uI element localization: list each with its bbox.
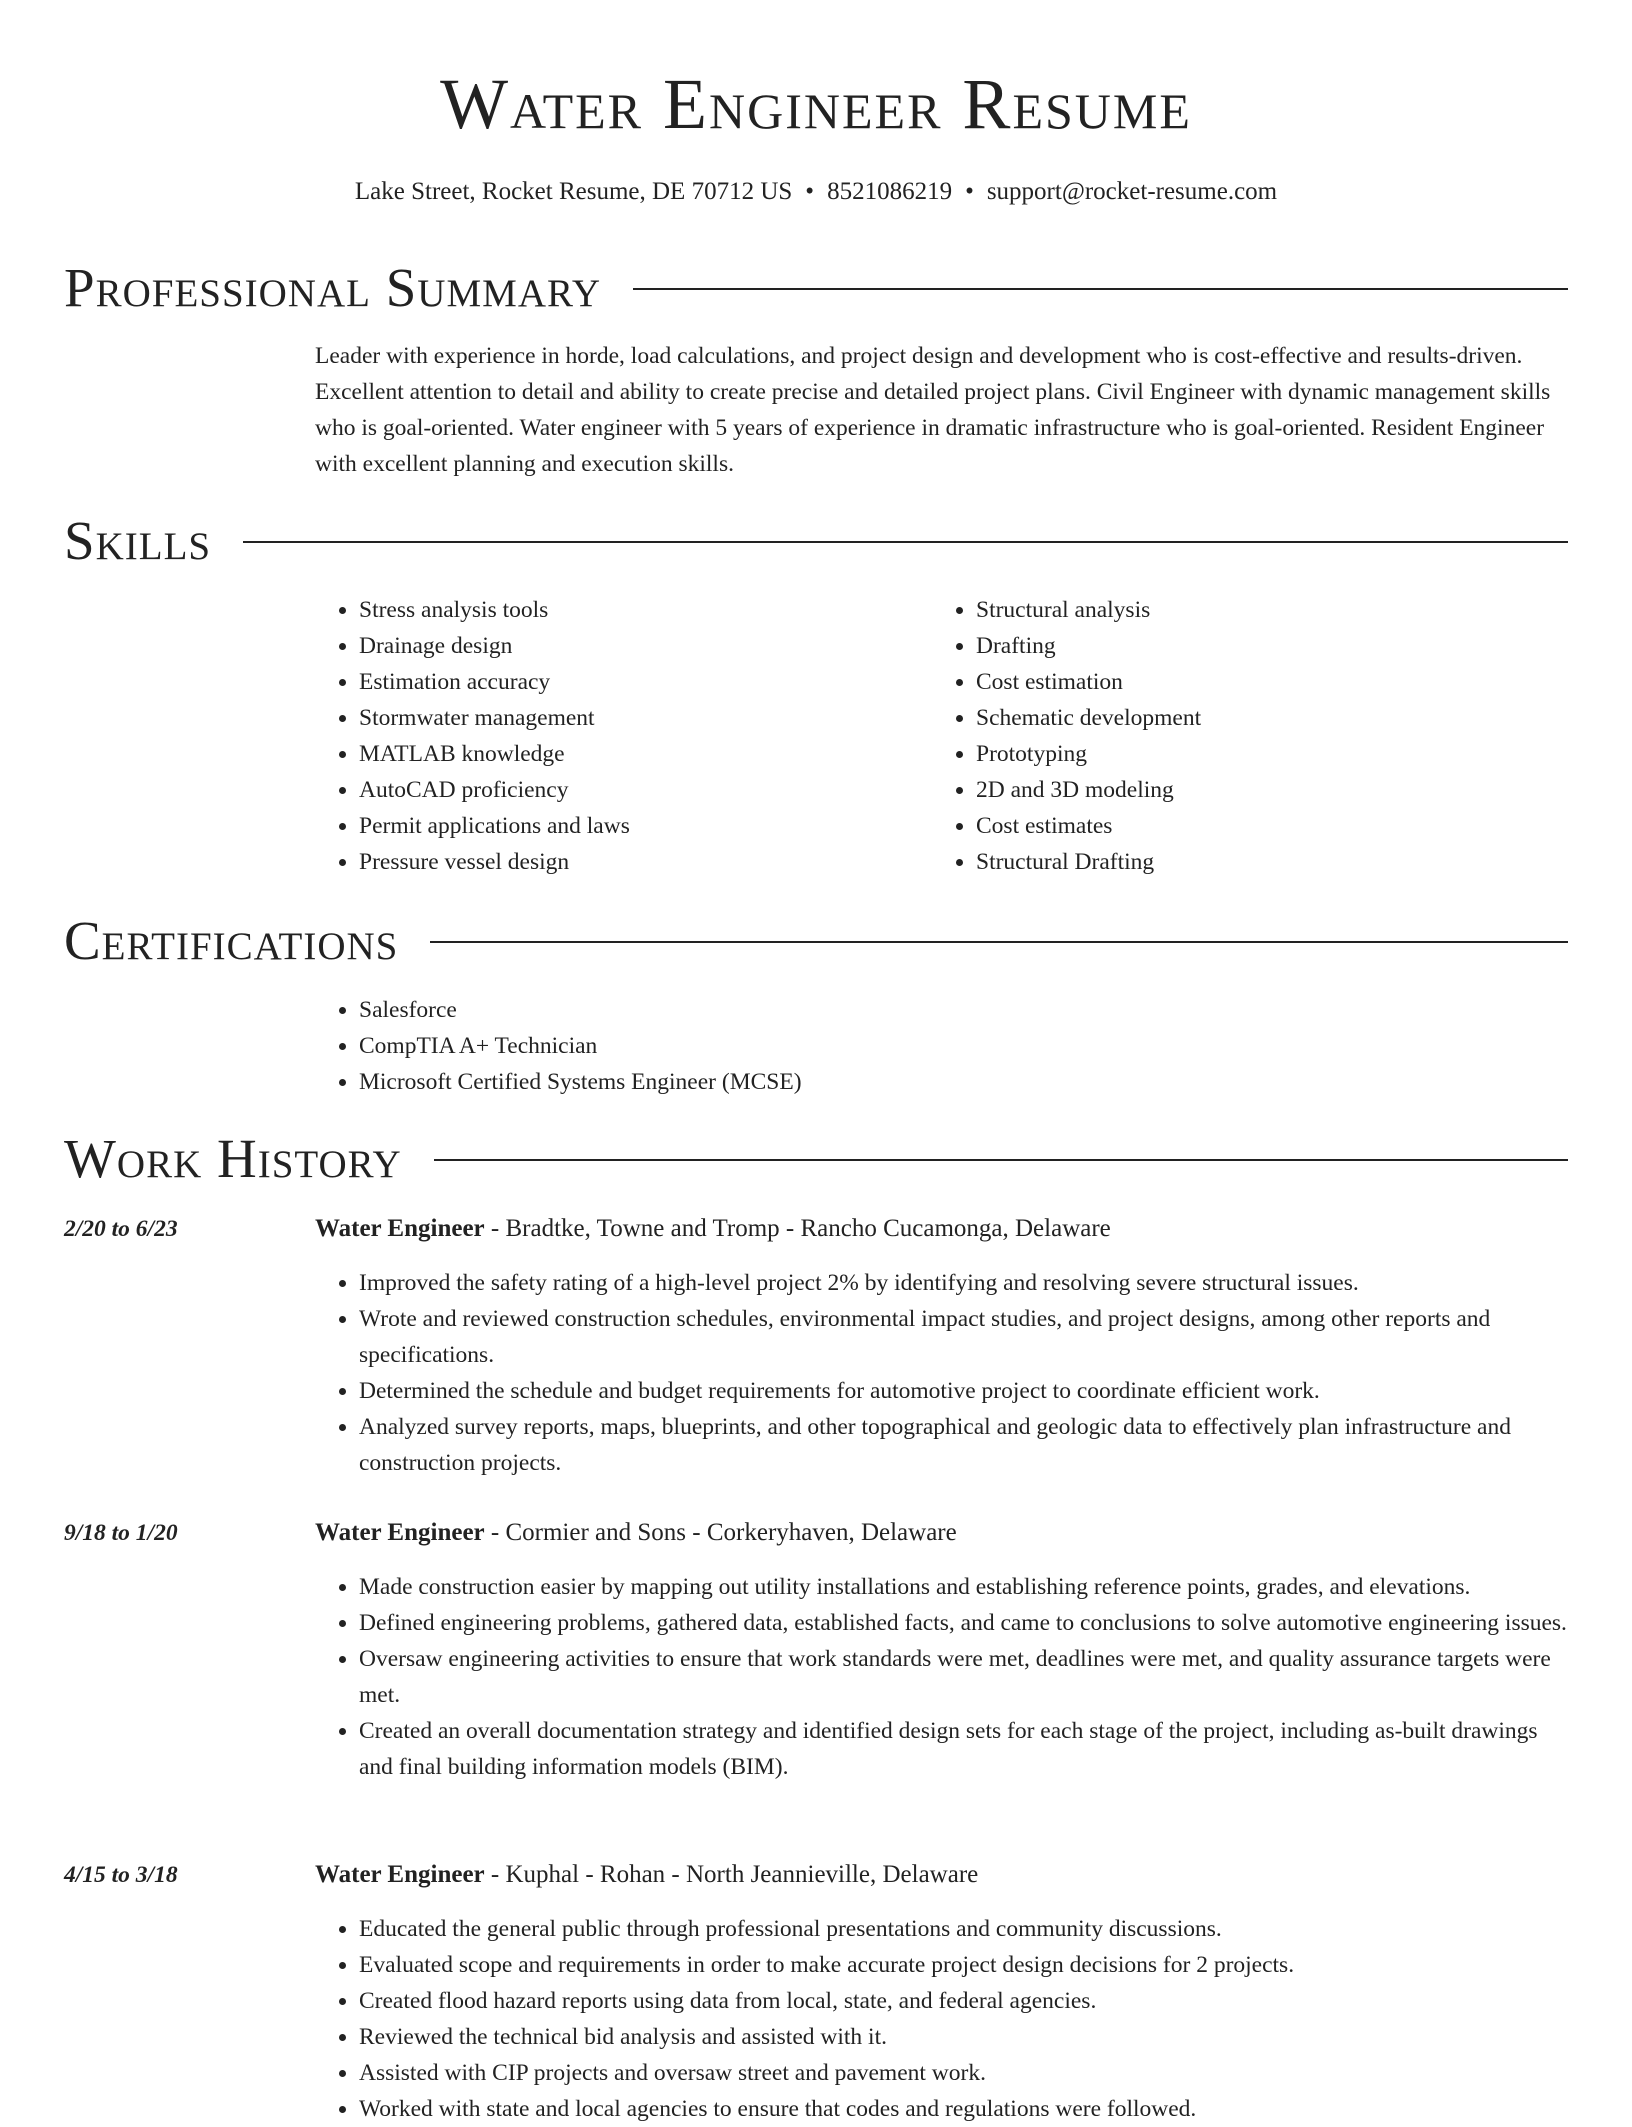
job-employer-location: - Cormier and Sons - Corkeryhaven, Delaware — [484, 1519, 957, 1546]
job-bullet: • Evaluated scope and requirements in order to make accurate project design decisions for 2 projects. — [359, 1947, 1568, 1983]
section-heading-text: Skills — [64, 510, 212, 571]
section-heading-text: Certifications — [64, 910, 399, 971]
certification-item: • CompTIA A+ Technician — [359, 1028, 802, 1064]
skill-item: • AutoCAD proficiency — [359, 772, 915, 808]
job-bullet: • Created flood hazard reports using data from local, state, and federal agencies. — [359, 1983, 1568, 2019]
contact-email: support@rocket-resume.com — [986, 178, 1278, 205]
job-bullet: • Reviewed the technical bid analysis and assisted with it. — [359, 2019, 1568, 2055]
summary-paragraph: Leader with experience in horde, load calculations, and project design and development who is cost-effective and results-driven. Excellent attention to detail and ability to create precise and detailed project plans. Civil Engineer with dynamic management skills who is goal-oriented. Water engineer with 5 years of experience in dramatic infrastructure who is goal-oriented. Resident Engineer with excellent planning and execution skills. — [315, 343, 1551, 477]
contact-separator: • — [965, 178, 974, 205]
job-title: Water Engineer — [315, 1519, 485, 1546]
skills-list — [932, 592, 1532, 880]
section-heading-text: Work History — [64, 1128, 402, 1189]
skill-item: • Cost estimation — [976, 664, 1532, 700]
job-bullet: • Determined the schedule and budget requirements for automotive project to coordinate efficient work. — [359, 1373, 1568, 1409]
contact-line — [0, 174, 1632, 210]
job-bullet-list — [315, 1569, 1568, 1785]
section-heading-skills — [64, 508, 1568, 574]
section-heading-text: Professional Summary — [64, 257, 602, 318]
skill-item: • Pressure vessel design — [359, 844, 915, 880]
job-bullets — [315, 1569, 1568, 1785]
section-heading-summary — [64, 255, 1568, 321]
job-bullets — [315, 1911, 1568, 2127]
resume-title: Water Engineer Resume — [440, 64, 1192, 144]
skill-item: • Estimation accuracy — [359, 664, 915, 700]
job-dates: 9/18 to 1/20 — [64, 1520, 178, 1546]
job-employer-location: - Kuphal - Rohan - North Jeannieville, Delaware — [484, 1861, 979, 1888]
section-divider — [243, 541, 1568, 543]
job-dates: 4/15 to 3/18 — [64, 1862, 178, 1888]
certifications-list — [315, 992, 802, 1100]
job-title: Water Engineer — [315, 1861, 485, 1888]
job-title: Water Engineer — [315, 1215, 485, 1242]
skill-item: • Stress analysis tools — [359, 592, 915, 628]
skills-column-right — [932, 592, 1532, 880]
job-bullet: • Defined engineering problems, gathered data, established facts, and came to conclusions to solve automotive engineering issues. — [359, 1605, 1568, 1641]
job-bullet: • Worked with state and local agencies to ensure that codes and regulations were followed. — [359, 2091, 1568, 2127]
skill-item: • MATLAB knowledge — [359, 736, 915, 772]
certification-item: • Microsoft Certified Systems Engineer (MCSE) — [359, 1064, 802, 1100]
job-bullet-list — [315, 1911, 1568, 2127]
job-bullet: • Made construction easier by mapping out utility installations and establishing reference points, grades, and elevations. — [359, 1569, 1568, 1605]
contact-separator: • — [805, 178, 815, 205]
section-divider — [434, 1159, 1568, 1161]
skill-item: • Prototyping — [976, 736, 1532, 772]
job-heading — [315, 1515, 957, 1551]
job-dates: 2/20 to 6/23 — [64, 1216, 178, 1242]
skill-item: • Structural analysis — [976, 592, 1532, 628]
job-heading — [315, 1857, 978, 1893]
skill-item: • Structural Drafting — [976, 844, 1532, 880]
job-bullet: • Wrote and reviewed construction schedules, environmental impact studies, and project designs, among other reports and specifications. — [359, 1301, 1568, 1373]
skill-item: • Drafting — [976, 628, 1532, 664]
job-bullet-list — [315, 1265, 1568, 1481]
contact-phone: 8521086219 — [827, 178, 953, 205]
section-heading-work-history — [64, 1126, 1568, 1192]
job-bullet: • Created an overall documentation strategy and identified design sets for each stage of the project, including as-built drawings and final building information models (BIM). — [359, 1713, 1568, 1785]
job-bullet: • Educated the general public through professional presentations and community discussions. — [359, 1911, 1568, 1947]
job-bullet: • Assisted with CIP projects and oversaw street and pavement work. — [359, 2055, 1568, 2091]
skill-item: • Cost estimates — [976, 808, 1532, 844]
job-bullet: • Analyzed survey reports, maps, blueprints, and other topographical and geologic data to effectively plan infrastructure and construction projects. — [359, 1409, 1568, 1481]
section-heading-certifications — [64, 908, 1568, 974]
certification-item: • Salesforce — [359, 992, 802, 1028]
skill-item: • Permit applications and laws — [359, 808, 915, 844]
job-bullet: • Improved the safety rating of a high-level project 2% by identifying and resolving severe structural issues. — [359, 1265, 1568, 1301]
skill-item: • Stormwater management — [359, 700, 915, 736]
job-employer-location: - Bradtke, Towne and Tromp - Rancho Cucamonga, Delaware — [484, 1215, 1111, 1242]
job-bullets — [315, 1265, 1568, 1481]
skill-item: • Schematic development — [976, 700, 1532, 736]
job-bullet: • Oversaw engineering activities to ensure that work standards were met, deadlines were met, and quality assurance targets were met. — [359, 1641, 1568, 1713]
contact-address: Lake Street, Rocket Resume, DE 70712 US — [354, 178, 793, 205]
skills-column-left — [315, 592, 915, 880]
section-divider — [633, 288, 1568, 290]
section-divider — [430, 941, 1568, 943]
skills-list — [315, 592, 915, 880]
skill-item: • Drainage design — [359, 628, 915, 664]
job-heading — [315, 1211, 1111, 1247]
certifications-block — [315, 992, 802, 1100]
skill-item: • 2D and 3D modeling — [976, 772, 1532, 808]
